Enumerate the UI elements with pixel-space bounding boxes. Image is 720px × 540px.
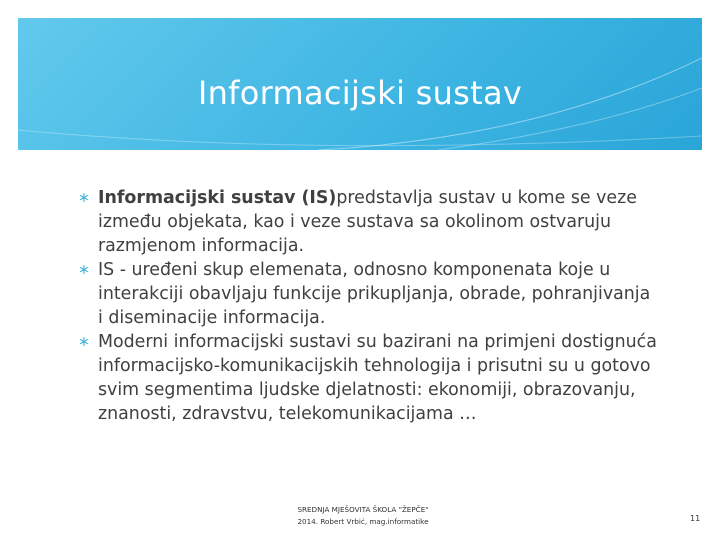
asterisk-icon: ∗	[78, 334, 90, 350]
asterisk-icon: ∗	[78, 190, 90, 206]
bullet-text: IS - uređeni skup elemenata, odnosno komponenata koje u interakciji obavljaju funkcije prikupljanja, obrade, pohranjivanja i diseminacije informacija.	[98, 260, 651, 328]
footer-school: SREDNJA MJEŠOVITA ŠKOLA "ŽEPČE"	[297, 505, 429, 514]
title-banner	[18, 18, 702, 150]
bullet-item	[78, 330, 658, 426]
asterisk-icon: ∗	[78, 262, 90, 278]
page-number: 11	[690, 514, 701, 523]
footer	[258, 504, 468, 528]
bullet-list	[78, 186, 658, 426]
bullet-text: predstavlja sustav u kome se veze između objekata, kao i veze sustava sa okolinom ostvaruju razmjenom informacija.	[98, 188, 637, 256]
footer-author: 2014. Robert Vrbić, mag.informatike	[297, 517, 429, 526]
bullet-item	[78, 258, 658, 330]
bullet-item	[78, 186, 658, 258]
slide-title: Informacijski sustav	[197, 74, 523, 112]
bullet-bold-text: Informacijski sustav (IS)	[98, 188, 337, 208]
bullet-text: Moderni informacijski sustavi su bazirani na primjeni dostignuća informacijsko-komunikacijskih tehnologija i prisutni su u gotovo svim segmentima ljudske djelatnosti: ekonomiji, obrazovanju, znanosti, zdravstvu, telekomunikacijama …	[98, 332, 657, 424]
